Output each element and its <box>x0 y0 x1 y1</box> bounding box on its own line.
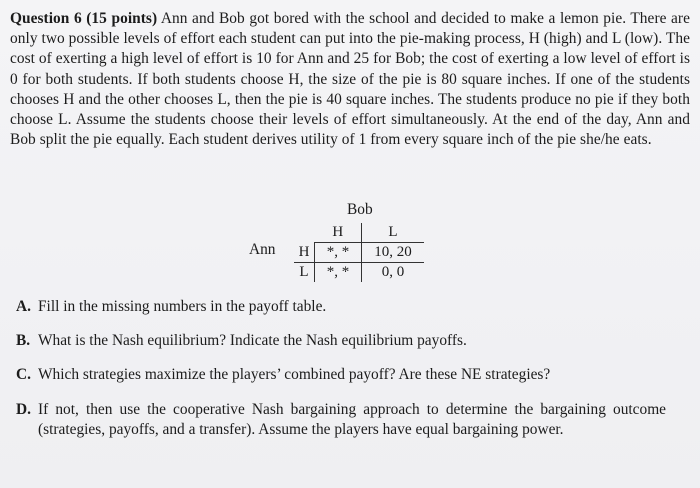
column-player-label: Bob <box>347 201 373 218</box>
table-row <box>294 263 424 283</box>
subquestion-letter: D. <box>16 400 31 418</box>
payoff-table <box>294 223 424 282</box>
header-row <box>294 223 424 243</box>
row-header-h: H <box>294 243 315 263</box>
subquestion-text: Fill in the missing numbers in the payoff table. <box>38 298 327 315</box>
table-row <box>294 243 424 263</box>
subquestion-text: If not, then use the cooperative Nash bargaining approach to determine the bargaining outcome (strategies, payoffs, and a transfer). Assume the players have equal bargaining power. <box>38 400 666 438</box>
question-paragraph <box>10 9 690 150</box>
subquestion-b <box>16 331 666 351</box>
subquestion-letter: B. <box>16 332 31 350</box>
question-text: Ann and Bob got bored with the school and decided to make a lemon pie. There are only two possible levels of effort each student can put into the pie-making process, H (high) and L (low). The cost of exerting a high level of effort is 10 for Ann and 25 for Bob; the cost of exerting a low level of effort is 0 for both students. If both students choose H, the size of the pie is 80 square inches. If one of the students chooses H and the other chooses L, then the pie is 40 square inches. The students produce no pie if they both choose L. Assume the students choose their levels of effort simultaneously. At the end of the day, Ann and Bob split the pie equally. Each student derives utility of 1 from every square inch of the pie she/he eats. <box>10 10 690 149</box>
subquestion-list <box>16 297 666 454</box>
question-number: Question 6 (15 points) <box>10 10 158 27</box>
column-header-l: L <box>362 223 425 243</box>
row-header-l: L <box>294 263 315 283</box>
subquestion-text: What is the Nash equilibrium? Indicate the Nash equilibrium payoffs. <box>38 332 467 350</box>
subquestion-d <box>16 400 666 440</box>
subquestion-letter: C. <box>16 366 31 384</box>
payoff-matrix <box>246 200 446 284</box>
subquestion-letter: A. <box>16 298 31 315</box>
subquestion-text: Which strategies maximize the players’ combined payoff? Are these NE strategies? <box>38 366 551 384</box>
column-header-h: H <box>315 223 362 243</box>
payoff-cell-lh: *, * <box>315 263 362 283</box>
row-player-label: Ann <box>249 241 276 258</box>
subquestion-c <box>16 365 666 385</box>
payoff-cell-ll: 0, 0 <box>381 264 405 280</box>
payoff-cell-hl: 10, 20 <box>362 243 425 263</box>
payoff-cell-hh: *, * <box>315 243 362 263</box>
subquestion-a <box>16 297 666 317</box>
